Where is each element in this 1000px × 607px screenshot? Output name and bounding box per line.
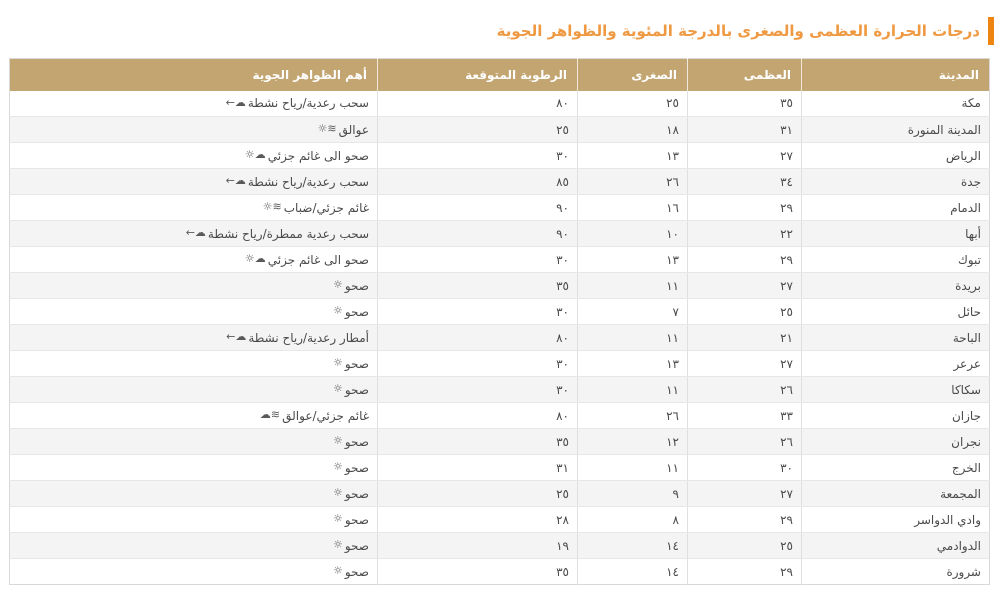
phenomena-label: صحو <box>344 304 369 319</box>
city-cell: مكة <box>802 91 990 117</box>
min-temp-cell: ١١ <box>578 377 688 403</box>
city-cell: شرورة <box>802 559 990 585</box>
min-temp-cell: ٢٦ <box>578 169 688 195</box>
table-row <box>10 377 990 403</box>
phenomena-content <box>333 383 369 397</box>
sun-icon: ☼ <box>332 304 343 317</box>
sun-haze-icon: ☼≋ <box>317 122 337 135</box>
table-row <box>10 507 990 533</box>
col-header-min: الصغرى <box>578 59 688 91</box>
min-temp-cell: ١٣ <box>578 143 688 169</box>
city-cell: نجران <box>802 429 990 455</box>
city-cell: عرعر <box>802 351 990 377</box>
humidity-cell: ٢٥ <box>378 117 578 143</box>
city-cell: حائل <box>802 299 990 325</box>
phenomena-label: صحو <box>344 460 369 475</box>
city-cell: جدة <box>802 169 990 195</box>
table-row <box>10 429 990 455</box>
humidity-cell: ٣٠ <box>378 299 578 325</box>
humidity-cell: ١٩ <box>378 533 578 559</box>
min-temp-cell: ١١ <box>578 273 688 299</box>
min-temp-cell: ٧ <box>578 299 688 325</box>
phenomena-cell <box>10 143 378 169</box>
table-row <box>10 117 990 143</box>
min-temp-cell: ١٦ <box>578 195 688 221</box>
table-row <box>10 247 990 273</box>
min-temp-cell: ٢٦ <box>578 403 688 429</box>
table-row <box>10 455 990 481</box>
min-temp-cell: ١١ <box>578 325 688 351</box>
humidity-cell: ٢٥ <box>378 481 578 507</box>
phenomena-label: صحو <box>344 538 369 553</box>
phenomena-content <box>226 175 369 189</box>
city-cell: بريدة <box>802 273 990 299</box>
sun-haze-icon: ☼≋ <box>262 200 282 213</box>
table-row <box>10 403 990 429</box>
storm-wind-cloud-icon: ←☁ <box>225 174 246 187</box>
phenomena-label: صحو <box>344 486 369 501</box>
phenomena-cell <box>10 429 378 455</box>
weather-report-page <box>0 16 1000 585</box>
humidity-cell: ٩٠ <box>378 195 578 221</box>
phenomena-content <box>333 461 369 475</box>
phenomena-cell <box>10 195 378 221</box>
min-temp-cell: ١٣ <box>578 351 688 377</box>
phenomena-label: صحو الى غائم جزئي <box>267 252 369 267</box>
min-temp-cell: ٢٥ <box>578 91 688 117</box>
city-cell: المجمعة <box>802 481 990 507</box>
max-temp-cell: ٢٩ <box>688 559 802 585</box>
table-row <box>10 481 990 507</box>
storm-wind-cloud-icon: ←☁ <box>226 330 247 343</box>
max-temp-cell: ٢٢ <box>688 221 802 247</box>
city-cell: الدمام <box>802 195 990 221</box>
table-row <box>10 533 990 559</box>
sun-cloud-icon: ☼☁ <box>244 148 266 161</box>
sun-icon: ☼ <box>332 356 343 369</box>
storm-wind-cloud-icon: ←☁ <box>225 95 246 109</box>
phenomena-content <box>333 565 369 579</box>
max-temp-cell: ٢٥ <box>688 533 802 559</box>
sun-icon: ☼ <box>332 538 343 551</box>
phenomena-cell <box>10 91 378 117</box>
phenomena-content <box>333 305 369 319</box>
phenomena-content <box>245 149 369 163</box>
phenomena-content <box>333 279 369 293</box>
phenomena-cell <box>10 221 378 247</box>
table-row <box>10 559 990 585</box>
table-row <box>10 169 990 195</box>
min-temp-cell: ١٠ <box>578 221 688 247</box>
phenomena-label: صحو <box>344 356 369 371</box>
phenomena-label: غائم جزئي/عوالق <box>282 408 369 423</box>
humidity-cell: ٨٠ <box>378 91 578 117</box>
col-header-phenomena: أهم الظواهر الجوية <box>10 59 378 91</box>
phenomena-label: صحو <box>344 512 369 527</box>
cloud-haze-icon: ☁≋ <box>259 408 281 421</box>
min-temp-cell: ٨ <box>578 507 688 533</box>
city-cell: سكاكا <box>802 377 990 403</box>
city-cell: تبوك <box>802 247 990 273</box>
phenomena-label: صحو <box>344 434 369 449</box>
min-temp-cell: ١٤ <box>578 533 688 559</box>
phenomena-cell <box>10 377 378 403</box>
humidity-cell: ٩٠ <box>378 221 578 247</box>
phenomena-cell <box>10 169 378 195</box>
city-cell: وادي الدواسر <box>802 507 990 533</box>
phenomena-content <box>260 409 369 423</box>
city-cell: الدوادمي <box>802 533 990 559</box>
col-header-humidity: الرطوبة المتوقعة <box>378 59 578 91</box>
city-cell: جازان <box>802 403 990 429</box>
phenomena-content <box>333 487 369 501</box>
phenomena-label: صحو <box>344 278 369 293</box>
storm-wind-cloud-icon: ←☁ <box>185 226 206 239</box>
phenomena-label: غائم جزئي/ضباب <box>283 200 369 215</box>
table-row <box>10 325 990 351</box>
phenomena-cell <box>10 325 378 351</box>
humidity-cell: ٨٥ <box>378 169 578 195</box>
humidity-cell: ٣٥ <box>378 559 578 585</box>
weather-table-header <box>10 59 990 91</box>
table-row <box>10 143 990 169</box>
city-cell: الباحة <box>802 325 990 351</box>
max-temp-cell: ٢٧ <box>688 481 802 507</box>
max-temp-cell: ٣٠ <box>688 455 802 481</box>
min-temp-cell: ٩ <box>578 481 688 507</box>
phenomena-content <box>245 253 369 267</box>
max-temp-cell: ٣١ <box>688 117 802 143</box>
phenomena-cell <box>10 351 378 377</box>
col-header-city: المدينة <box>802 59 990 91</box>
phenomena-cell <box>10 507 378 533</box>
phenomena-label: سحب رعدية ممطرة/رياح نشطة <box>207 226 369 241</box>
sun-icon: ☼ <box>332 512 343 525</box>
max-temp-cell: ٣٣ <box>688 403 802 429</box>
min-temp-cell: ١٣ <box>578 247 688 273</box>
min-temp-cell: ١١ <box>578 455 688 481</box>
max-temp-cell: ٢٩ <box>688 247 802 273</box>
city-cell: الرياض <box>802 143 990 169</box>
phenomena-cell <box>10 533 378 559</box>
phenomena-cell <box>10 481 378 507</box>
max-temp-cell: ٢٧ <box>688 143 802 169</box>
sun-icon: ☼ <box>332 564 343 577</box>
phenomena-cell <box>10 273 378 299</box>
title-accent-bar <box>988 17 994 45</box>
phenomena-cell <box>10 455 378 481</box>
humidity-cell: ٣٠ <box>378 143 578 169</box>
table-row <box>10 195 990 221</box>
table-row <box>10 221 990 247</box>
phenomena-content <box>333 435 369 449</box>
phenomena-content <box>226 331 369 345</box>
max-temp-cell: ٢٥ <box>688 299 802 325</box>
max-temp-cell: ٢٧ <box>688 273 802 299</box>
humidity-cell: ٨٠ <box>378 325 578 351</box>
sun-icon: ☼ <box>332 486 343 499</box>
phenomena-label: صحو الى غائم جزئي <box>267 148 369 163</box>
min-temp-cell: ١٤ <box>578 559 688 585</box>
phenomena-cell <box>10 559 378 585</box>
city-cell: المدينة المنورة <box>802 117 990 143</box>
max-temp-cell: ٢٧ <box>688 351 802 377</box>
humidity-cell: ٣٠ <box>378 351 578 377</box>
sun-icon: ☼ <box>332 460 343 473</box>
max-temp-cell: ٢٦ <box>688 429 802 455</box>
table-row <box>10 299 990 325</box>
humidity-cell: ٣٥ <box>378 273 578 299</box>
phenomena-label: صحو <box>344 564 369 579</box>
table-row <box>10 91 990 117</box>
phenomena-content <box>333 357 369 371</box>
phenomena-label: أمطار رعدية/رياح نشطة <box>248 330 369 345</box>
sun-icon: ☼ <box>332 434 343 447</box>
sun-cloud-icon: ☼☁ <box>244 252 266 265</box>
page-title: درجات الحرارة العظمى والصغرى بالدرجة المئوية والظواهر الجوية <box>496 22 980 40</box>
phenomena-cell <box>10 117 378 143</box>
phenomena-content <box>318 123 369 137</box>
max-temp-cell: ٣٥ <box>688 91 802 117</box>
max-temp-cell: ٢٩ <box>688 195 802 221</box>
humidity-cell: ٨٠ <box>378 403 578 429</box>
sun-icon: ☼ <box>332 278 343 291</box>
phenomena-content <box>333 513 369 527</box>
max-temp-cell: ٣٤ <box>688 169 802 195</box>
city-cell: الخرج <box>802 455 990 481</box>
min-temp-cell: ١٢ <box>578 429 688 455</box>
table-row <box>10 351 990 377</box>
min-temp-cell: ١٨ <box>578 117 688 143</box>
table-row <box>10 273 990 299</box>
col-header-max: العظمى <box>688 59 802 91</box>
max-temp-cell: ٢٩ <box>688 507 802 533</box>
phenomena-content <box>226 96 369 110</box>
humidity-cell: ٢٨ <box>378 507 578 533</box>
humidity-cell: ٣٠ <box>378 247 578 273</box>
phenomena-label: سحب رعدية/رياح نشطة <box>247 96 369 111</box>
humidity-cell: ٣١ <box>378 455 578 481</box>
humidity-cell: ٣٥ <box>378 429 578 455</box>
city-cell: أبها <box>802 221 990 247</box>
weather-table-body <box>10 91 990 585</box>
phenomena-cell <box>10 247 378 273</box>
phenomena-label: سحب رعدية/رياح نشطة <box>247 174 369 189</box>
phenomena-cell <box>10 403 378 429</box>
page-title-bar <box>10 16 994 46</box>
humidity-cell: ٣٠ <box>378 377 578 403</box>
sun-icon: ☼ <box>332 382 343 395</box>
max-temp-cell: ٢١ <box>688 325 802 351</box>
phenomena-label: عوالق <box>338 122 369 137</box>
max-temp-cell: ٢٦ <box>688 377 802 403</box>
phenomena-label: صحو <box>344 382 369 397</box>
phenomena-cell <box>10 299 378 325</box>
phenomena-content <box>333 539 369 553</box>
phenomena-content <box>186 227 369 241</box>
phenomena-content <box>263 201 369 215</box>
weather-table <box>9 58 990 585</box>
